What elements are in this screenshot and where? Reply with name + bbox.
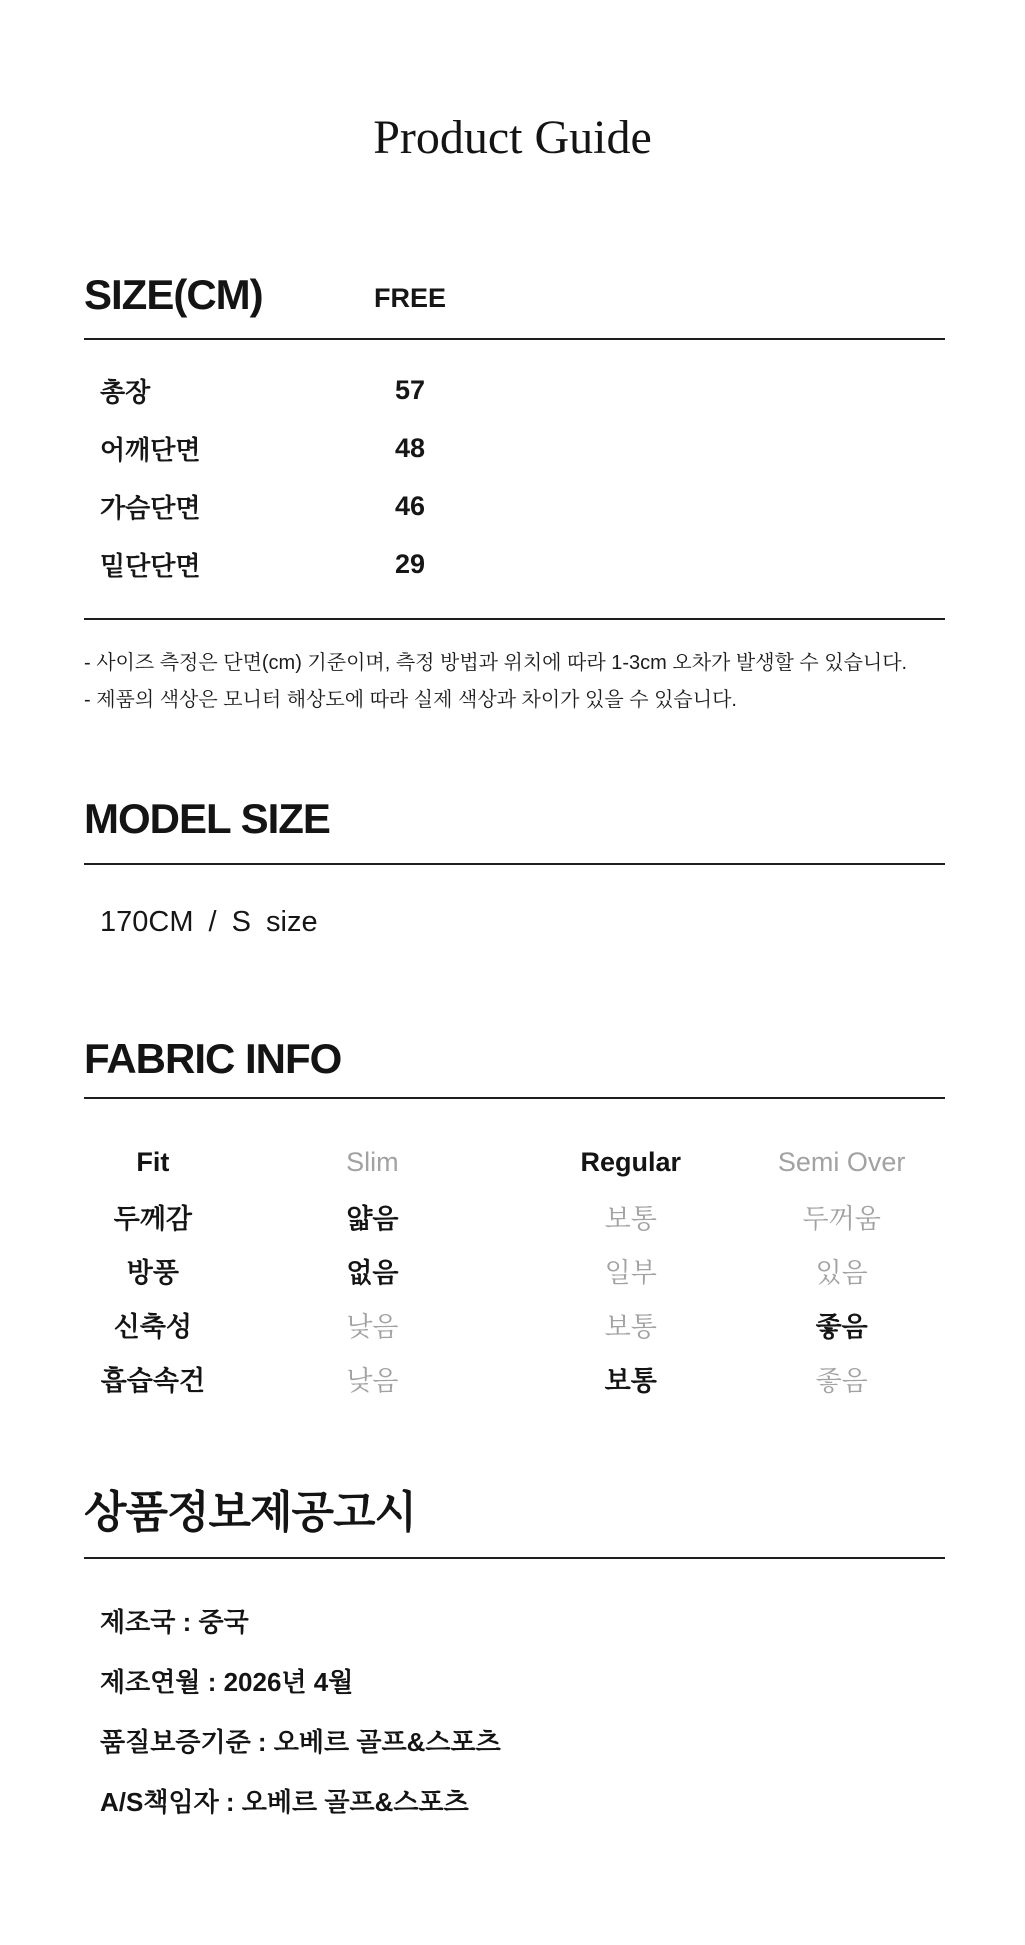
fabric-row-label: 두께감 bbox=[113, 1203, 192, 1234]
fabric-option: 있음 bbox=[815, 1257, 868, 1288]
model-size-value: 170CM / S size bbox=[100, 906, 318, 938]
size-row-value: 29 bbox=[394, 548, 426, 579]
fabric-row bbox=[84, 1351, 945, 1405]
fabric-option: 얇음 bbox=[346, 1203, 399, 1234]
fabric-option: 두꺼움 bbox=[802, 1203, 881, 1234]
size-row-label: 가슴단면 bbox=[100, 492, 201, 523]
fabric-row-label: 흡습속건 bbox=[100, 1365, 206, 1396]
fabric-option: 없음 bbox=[346, 1257, 399, 1288]
section-divider bbox=[84, 618, 945, 620]
size-row-label: 총장 bbox=[100, 376, 151, 407]
size-section bbox=[84, 273, 945, 620]
size-column-header: FREE bbox=[373, 283, 446, 313]
page-title: Product Guide bbox=[373, 111, 652, 164]
section-divider bbox=[84, 863, 945, 865]
size-row-value: 46 bbox=[394, 490, 426, 521]
section-divider bbox=[84, 338, 945, 340]
fabric-option: 보통 bbox=[604, 1311, 657, 1342]
size-notes bbox=[84, 645, 945, 719]
fabric-row bbox=[84, 1297, 945, 1351]
size-row bbox=[84, 477, 945, 535]
fabric-option: 낮음 bbox=[346, 1311, 399, 1342]
size-table-header bbox=[84, 273, 945, 317]
size-row-label: 밑단단면 bbox=[100, 550, 201, 581]
size-row bbox=[84, 535, 945, 593]
product-info-notice-section bbox=[84, 1488, 945, 1830]
fabric-option: 낮음 bbox=[346, 1365, 399, 1396]
model-size-heading: MODEL SIZE bbox=[84, 795, 330, 842]
section-divider bbox=[84, 1097, 945, 1099]
fabric-info-section bbox=[84, 1037, 945, 1405]
model-size-section bbox=[84, 797, 945, 939]
product-info-list bbox=[84, 1590, 945, 1830]
size-row-value: 57 bbox=[394, 374, 426, 405]
fabric-row bbox=[84, 1189, 945, 1243]
product-info-heading: 상품정보제공고시 bbox=[84, 1488, 417, 1537]
fabric-option: 좋음 bbox=[815, 1365, 868, 1396]
fabric-row-label: 신축성 bbox=[113, 1311, 192, 1342]
fabric-option: Semi Over bbox=[777, 1146, 906, 1177]
size-row bbox=[84, 361, 945, 419]
fabric-option: Regular bbox=[580, 1146, 681, 1177]
fabric-row-label: Fit bbox=[136, 1146, 170, 1177]
fabric-row-label: 방풍 bbox=[126, 1257, 179, 1288]
size-heading: SIZE(CM) bbox=[84, 271, 263, 318]
size-row-label: 어깨단면 bbox=[100, 434, 201, 465]
fabric-table bbox=[84, 1135, 945, 1405]
size-note: - 제품의 색상은 모니터 해상도에 따라 실제 색상과 차이가 있을 수 있습니다. bbox=[84, 689, 737, 711]
fabric-option: 일부 bbox=[604, 1257, 657, 1288]
size-row bbox=[84, 419, 945, 477]
size-row-value: 48 bbox=[394, 432, 426, 463]
fabric-option: 보통 bbox=[604, 1365, 657, 1396]
section-divider bbox=[84, 1557, 945, 1559]
product-info-row: 제조국 : 중국 bbox=[100, 1606, 249, 1637]
size-note: - 사이즈 측정은 단면(cm) 기준이며, 측정 방법과 위치에 따라 1-3cm 오차가 발생할 수 있습니다. bbox=[84, 652, 908, 674]
product-info-row: 제조연월 : 2026년 4월 bbox=[100, 1666, 354, 1697]
fabric-option: 좋음 bbox=[815, 1311, 868, 1342]
size-table bbox=[84, 361, 945, 593]
fabric-info-heading: FABRIC INFO bbox=[84, 1035, 342, 1082]
product-info-row: A/S책임자 : 오베르 골프&스포츠 bbox=[100, 1786, 469, 1817]
fabric-row bbox=[84, 1243, 945, 1297]
product-info-row: 품질보증기준 : 오베르 골프&스포츠 bbox=[100, 1726, 501, 1757]
fabric-row bbox=[84, 1135, 945, 1189]
fabric-option: Slim bbox=[346, 1146, 399, 1177]
fabric-option: 보통 bbox=[604, 1203, 657, 1234]
